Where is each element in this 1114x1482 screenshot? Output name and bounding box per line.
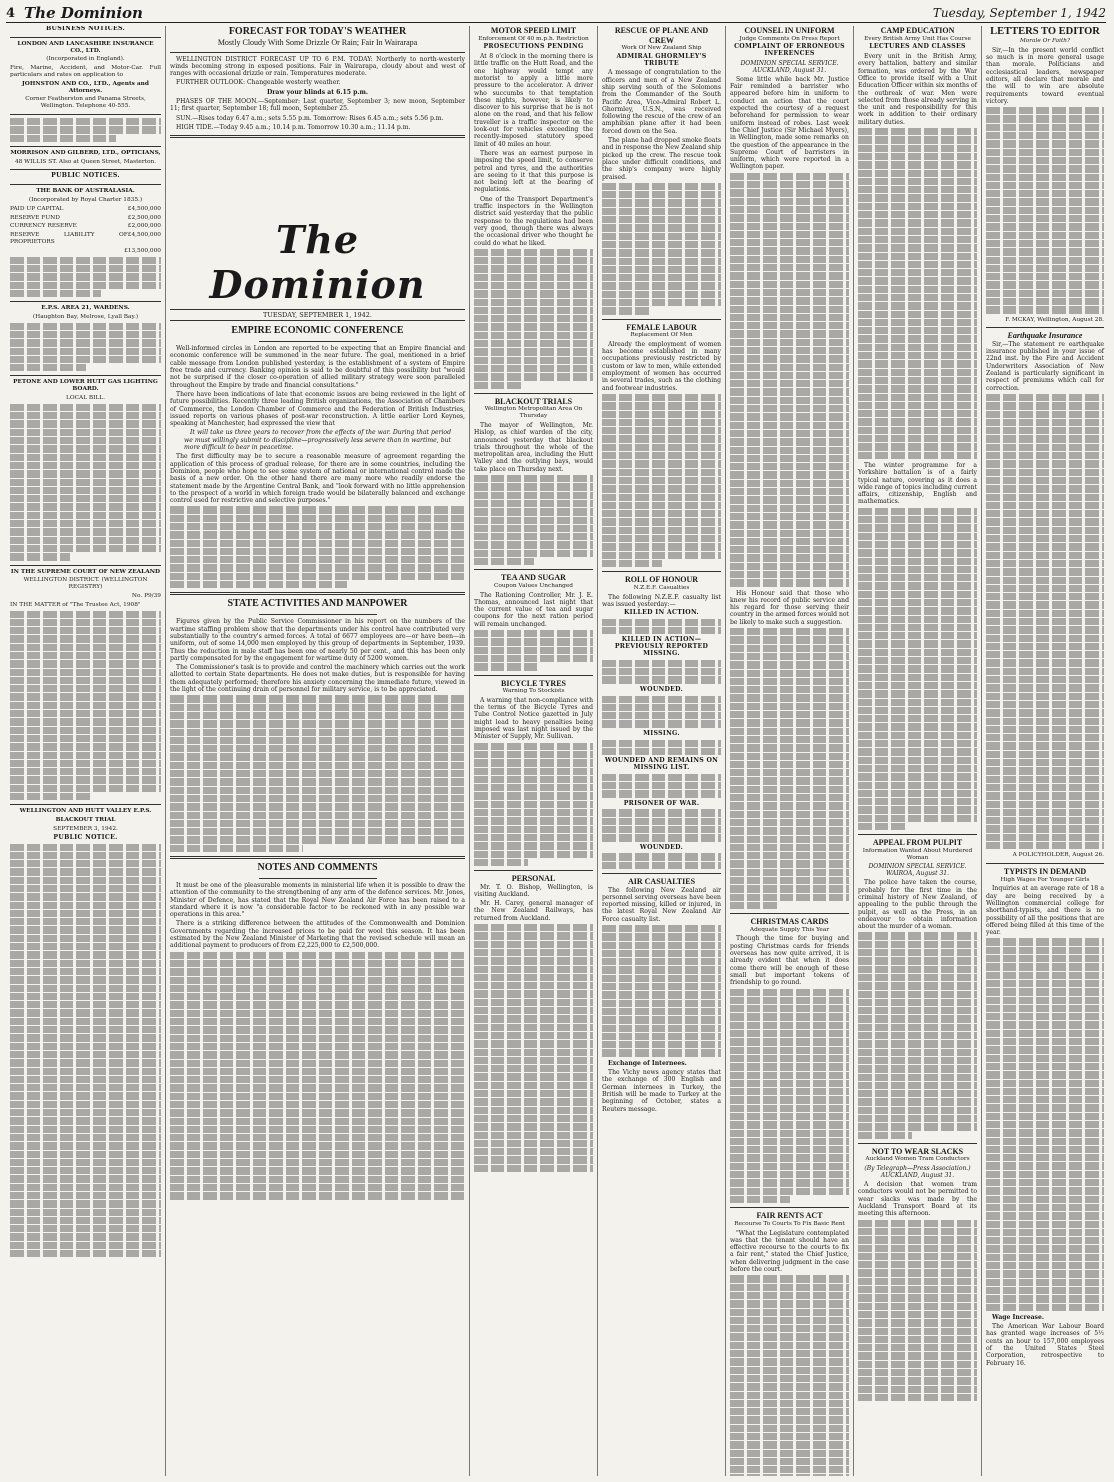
christmas-cards-subhead: Adequate Supply This Year: [749, 926, 830, 933]
blinds-notice: Draw your blinds at 6.15 p.m.: [266, 88, 369, 96]
motor-p2: There was an earnest purpose in imposing the speed limit, to conserve petrol and tyres, and the authorities are seeing to it that this purpose is not being left at the bearing of regulations.: [474, 149, 593, 194]
blackout-p1: The mayor of Wellington, Mr. Hislop, as chief warden of the city, announced yesterday that blackout trials throughout the whole of the metropolitan area, including the Hutt Valley and the outlying bays, would take place on Thursday next.: [474, 421, 593, 473]
editorial-title-3: NOTES AND COMMENTS: [257, 861, 378, 873]
casualty-list: [602, 610, 721, 869]
counsel-headline: COUNSEL IN UNIFORM: [744, 26, 835, 35]
tea-sugar-subhead: Coupon Values Unchanged: [493, 582, 574, 589]
public-notices-title: PUBLIC NOTICES.: [51, 172, 120, 180]
weather-headline: FORECAST FOR TODAY'S WEATHER: [228, 26, 407, 37]
personal-p1: Mr. T. O. Bishop, Wellington, is visiting Auckland.: [474, 883, 593, 898]
editorial-quote: It will take us three years to recover from the effects of the war. During that period we must willingly submit to discipline—progressively less severe than in wartime, but more difficult to bear in peacetime.: [184, 429, 451, 452]
rescue-subhead2: ADMIRAL GHORMLEY'S TRIBUTE: [616, 52, 707, 67]
fair-rents-subhead: Recourse To Courts To Fix Basic Rent: [734, 1220, 845, 1227]
typists-subhead: High Wages For Younger Girls: [1000, 876, 1090, 883]
sun-times: SUN.—Rises today 6.47 a.m.; sets 5.55 p.m. Tomorrow: Rises 6.45 a.m.; sets 5.56 p.m.: [176, 114, 444, 122]
camp-p1: Every unit in the British Army, every battalion, battery and similar formation, was ordered by the War Office to provide itself with a Unit Education Officer within six months of the outbreak of war. Men were selected from those already serving in the unit and responsibility for this work in addition to their ordinary military duties.: [858, 53, 977, 126]
letters-signature-1: F. MCKAY, Wellington, August 28.: [1005, 316, 1104, 323]
bicycle-p1: A warning that non-compliance with the terms of the Bicycle Tyres and Tube Control Notice gazetted in July might lead to heavy penalties being imposed was last night issued by the Minister of Supply, Mr. Sullivan.: [474, 696, 593, 741]
opticians-address: 48 WILLIS ST. Also at Queen Street, Masterton.: [14, 158, 157, 165]
moon-phases: PHASES OF THE MOON.—September: Last quarter, September 3; new moon, September 11; first quarter, September 18; full moon, September 25.: [170, 97, 465, 113]
tea-sugar-p1: The Rationing Controller, Mr. J. E. Thomas, announced last night that the current value of tea and sugar coupons for the next ration period will remain unchanged.: [474, 591, 593, 628]
counsel-p1: Some little while back Mr. Justice Fair reminded a barrister who appeared before him in uniform to conduct an action that the court expected the courtesy of a request beforehand for permission to wear uniform instead of robes. Last week the Chief Justice (Sir Michael Myers), in Wellington, made some remarks on the question of the appearance in the Supreme Court of barristers in uniform, which were reported in a Wellington paper.: [730, 75, 849, 171]
eps-title: E.P.S. AREA 21, WARDENS.: [41, 305, 130, 312]
column-letters: [982, 26, 1108, 1476]
rescue-headline: RESCUE OF PLANE AND CREW: [614, 26, 709, 45]
bank-row-value: £4,500,000: [127, 232, 161, 239]
appeal-p1: The police have taken the course, probably for the first time in the criminal history of New Zealand, of appealing to the public through the pulpit, as well as the Press, in an endeavour to obtain information about the murder of a woman.: [858, 879, 977, 931]
column-counsel: [726, 26, 854, 1476]
appeal-pulpit-headline: APPEAL FROM PULPIT: [872, 838, 963, 848]
casualty-category: PRISONER OF WAR.: [623, 799, 700, 807]
court-sub: WELLINGTON DISTRICT. (WELLINGTON REGISTRY): [23, 577, 148, 591]
weather-subhead: Mostly Cloudy With Some Drizzle Or Rain; Fair In Wairarapa: [217, 38, 418, 47]
female-labour-headline: FEMALE LABOUR: [626, 322, 697, 332]
bank-row-label: PAID UP CAPITAL: [10, 205, 64, 212]
agent1-address: Corner Featherston and Panama Streets, Wellington. Telephone 40-555.: [25, 96, 146, 110]
letters-signature-2: A POLICYHOLDER, August 26.: [1012, 852, 1104, 859]
personal-p2: Mr. H. Carey, general manager of the New Zealand Railways, has returned from Auckland.: [474, 900, 593, 922]
camp-education-subhead2: LECTURES AND CLASSES: [869, 43, 966, 51]
bank-row: [10, 215, 161, 222]
bank-row: [10, 232, 161, 246]
bank-row-value: £2,000,000: [127, 223, 161, 230]
bank-row-value: £4,500,000: [127, 205, 161, 212]
motor-speed-subhead2: PROSECUTIONS PENDING: [483, 43, 584, 51]
page-number: 4: [6, 6, 16, 21]
editorial-p1: Well-informed circles in London are reported to be expecting that an Empire financial and economic conference will be summoned in the near future. The goal, mentioned in a brief cable message from London published yesterday, is the establishment of a system of Empire free trade and currency. Banking opinion is said to be doubtful of this possibility but "would not be surprised if the closer co-operation of allied military strategy were soon paralleled throughout the Empire by trade and financial consultations.": [170, 345, 465, 389]
air-casualties-p1: The following New Zealand air personnel serving overseas have been reported missing, killed or injured, in the latest Royal New Zealand Air Force casualty list.: [602, 886, 721, 923]
blackout-trial-date: SEPTEMBER 3, 1942.: [53, 825, 118, 832]
editorial-column: [166, 26, 470, 1476]
blackout-headline: BLACKOUT TRIALS: [494, 396, 573, 406]
agent1: JOHNSTON AND CO., LTD., Agents and Attorneys.: [22, 80, 149, 94]
bank-row-value: £2,500,000: [127, 214, 161, 221]
letters-p1: Sir,—In the present world conflict so much is in more general usage than morale. Politicians and ecclesiastical leaders, newspaper editors, all declare that morale and the will to win are absolute requirements toward eventual victory.: [986, 46, 1104, 105]
typists-p1: Inquiries at an average rate of 18 a day are being received by a Wellington commercial college for shorthand-typists, and there is no possibility of all the positions that are offered being filled at this time of the year.: [986, 885, 1104, 937]
opticians: MORRISON AND GILBERD, LTD., OPTICIANS,: [10, 149, 161, 156]
column-rescue: [598, 26, 726, 1476]
air-casualties-headline: AIR CASUALTIES: [627, 877, 696, 886]
editorial-p5: The Commissioner's task is to provide and control the machinery which carries out the work allotted to certain State departments. He does not make duties, but is responsible for having them adequately performed; therefore his anxiety concerning the immediate future, viewed in the light of the continuing drain of personnel for military service, is to be appreciated.: [170, 664, 465, 694]
motor-speed-headline: MOTOR SPEED LIMIT: [490, 26, 577, 35]
business-notices-title: BUSINESS NOTICES.: [45, 26, 125, 32]
eps-trust-title: WELLINGTON AND HUTT VALLEY E.P.S.: [19, 808, 152, 815]
slacks-dateline: (By Telegraph—Press Association.) AUCKLAND, August 31.: [864, 1165, 971, 1180]
page-date: Tuesday, September 1, 1942: [932, 6, 1106, 20]
company1-sub: (Incorporated in England).: [46, 56, 125, 63]
bicycle-tyres-subhead: Warning To Stockists: [502, 688, 565, 695]
paper-title: The Dominion: [24, 4, 143, 22]
notices-column: [6, 26, 166, 1476]
letters-subhead: Morale Or Faith?: [1019, 38, 1071, 44]
bank-row: [10, 223, 161, 230]
bank-title: THE BANK OF AUSTRALASIA.: [36, 188, 135, 195]
internees-p1: The Vichy news agency states that the exchange of 300 English and German internees in Turkey, the British will be made to Turkey at the beginning of October, states a Reuters message.: [602, 1069, 721, 1113]
public-notice-label: PUBLIC NOTICE.: [53, 833, 118, 841]
typists-headline: TYPISTS IN DEMAND: [1003, 867, 1087, 877]
edition-date: TUESDAY, SEPTEMBER 1, 1942.: [170, 309, 465, 321]
appeal-dateline: DOMINION SPECIAL SERVICE. WAIROA, August 31.: [868, 863, 967, 878]
rescue-p1: A message of congratulation to the officers and men of a New Zealand ship serving south of the Solomons from the Commander of the South Pacific Area, Vice-Admiral Robert L. Ghormley, U.S.N., was received following the rescue of the crew of an amphibian plane after it had been forced down on the Sea.: [602, 69, 721, 135]
casualty-category: KILLED IN ACTION—PREVIOUSLY REPORTED MISSING.: [614, 636, 709, 658]
rescue-subhead: Work Of New Zealand Ship: [621, 45, 702, 51]
bank-row: [10, 248, 161, 255]
casualty-category: WOUNDED.: [639, 843, 684, 851]
bank-row-label: RESERVE FUND: [10, 214, 60, 221]
counsel-dateline: DOMINION SPECIAL SERVICE. AUCKLAND, August 31.: [740, 59, 839, 74]
casualty-category: KILLED IN ACTION.: [623, 609, 700, 617]
letters-headline: LETTERS TO EDITOR: [990, 26, 1100, 37]
tea-sugar-headline: TEA AND SUGAR: [501, 573, 566, 583]
counsel-subhead2: COMPLAINT OF ERRONEOUS INFERENCES: [734, 43, 845, 58]
eps-sub: (Haughton Bay, Melrose, Lyall Bay.): [32, 313, 139, 320]
roll-intro: The following N.Z.E.F. casualty list was issued yesterday:—: [602, 593, 721, 608]
camp-education-headline: CAMP EDUCATION: [880, 26, 955, 35]
nameplate: The Dominion: [209, 217, 426, 308]
appeal-pulpit-subhead: Information Wanted About Murdered Woman: [862, 847, 973, 861]
bank-row-value: £13,500,000: [124, 247, 161, 254]
editorial-title-1: EMPIRE ECONOMIC CONFERENCE: [231, 325, 404, 337]
editorial-p3: The first difficulty may be to secure a reasonable measure of agreement regarding the application of this process of gradual release, for there are in some countries, including the Dominion, people who hope to see some system of national or international control made the basis of a new order. On the other hand there are many more who readily endorse the statement made by the Argentine Central Bank, and "look forward with no little apprehension to the prospect of a world in which foreign trade would be bilaterally balanced and exchange control used for restrictive and selective purposes.": [170, 453, 465, 505]
high-tide: HIGH TIDE.—Today 9.45 a.m.; 10.14 p.m. Tomorrow 10.30 a.m.; 11.14 p.m.: [176, 123, 411, 131]
masthead: [6, 6, 1106, 23]
bank-row: [10, 206, 161, 213]
personal-headline: PERSONAL: [511, 874, 556, 884]
editorial-p7: There is a striking difference between the attitudes of the Commonwealth and Dominion Governments regarding the increased prices to be paid for wool this season. It has been estimated by the New Zealand Minister of Marketing that the revised schedule will mean an additional payment to producers of from £2,225,000 to £2,500,000.: [170, 920, 465, 950]
bank-sub: (Incorporated by Royal Charter 1835.): [28, 197, 143, 204]
casualty-category: WOUNDED AND REMAINS ON MISSING LIST.: [604, 757, 719, 771]
bank-row-label: RESERVE LIABILITY OF PROPRIETORS: [10, 232, 128, 246]
counsel-p2: His Honour said that those who knew his record of public service and his regard for those serving their country in the armed forces would not be likely to make such a suggestion.: [730, 589, 849, 626]
motor-p1: At 8 o'clock in the morning there is little traffic on the Hutt Road, and the one highway would tempt any motorist to apply a little more pressure to the accelerator. A driver who succumbs to that temptation these nights, however, is likely to discover to his surprise that he is not alone on the road, and that his fellow traveller is a traffic inspector on the look-out for vehicles exceeding the recently-imposed statutory speed limit of 40 miles an hour.: [474, 53, 593, 148]
christmas-cards-headline: CHRISTMAS CARDS: [750, 917, 829, 927]
company1-name: LONDON AND LANCASHIRE INSURANCE CO., LTD.: [17, 40, 154, 54]
earthquake-headline: Earthquake Insurance: [1007, 331, 1083, 341]
weather-forecast: WELLINGTON DISTRICT FORECAST UP TO 6 P.M. TODAY: Northerly to north-westerly winds becoming strong in exposed positions. Fair in Wairarapa, cloudy about and west of ranges with occasional drizzle or rain. Temperatures moderate.: [170, 55, 465, 78]
earthquake-p1: Sir,—The statement re earthquake insurance published in your issue of 22nd inst. by the Fire and Accident Underwriters Association of New Zealand is particularly significant in respect of premiums which call for correction.: [986, 340, 1104, 392]
motor-speed-subhead: Enforcement Of 40 m.p.h. Restriction: [478, 35, 589, 42]
camp-p2: The winter programme for a Yorkshire battalion is of a fairly typical nature, covering as it does a wide range of topics including current affairs, citizenship, English and mathematics.: [858, 461, 977, 506]
internees-heading: Exchange of Internees.: [608, 1059, 687, 1067]
roll-of-honour-headline: ROLL OF HONOUR: [624, 575, 699, 585]
editorial-p4: Figures given by the Public Service Commissioner in his report on the numbers of the wartime staffing problem show that the departments under his control have contributed very substantially to the country's armed forces. A total of 6677 employees are—or have been—in uniform, out of some 14,000 men employed by this group of departments in September, 1939. Thus the reduction in male staff has been one of nearly 50 per cent., and this has been only partly compensated for by the engagement for wartime duty of 5200 women.: [170, 618, 465, 662]
camp-education-subhead: Every British Army Unit Has Course: [864, 35, 971, 42]
court-number: No. P9/39: [131, 592, 161, 599]
casualty-category: MISSING.: [643, 729, 680, 737]
slacks-subhead: Auckland Women Tram Conductors: [865, 1156, 970, 1163]
wage-increase-p1: The American War Labour Board has granted wage increases of 5½ cents an hour to 157,000 employees of the United States Steel Corporation, retrospective to February 16.: [986, 1323, 1104, 1367]
female-labour-subhead: Replacement Of Men: [630, 332, 693, 339]
fair-rents-p1: "What the Legislature contemplated was that the tenant should have an effective recourse to the courts to fix a fair rent," stated the Chief Justice, when delivering judgment in the case before the court.: [730, 1229, 849, 1274]
court-title: IN THE SUPREME COURT OF NEW ZEALAND: [10, 568, 161, 575]
editorial-p6: It must be one of the pleasurable moments in ministerial life when it is possible to draw the attention of the community to the strengthening of any arm of the defence services. Mr. Jones, Minister of Defence, has stated that the Royal New Zealand Air Force has been raised to a standard where it is now "a considerable factor to be reckoned with in any possible war operations in this area.": [170, 881, 465, 919]
motor-p3: One of the Transport Department's traffic inspectors in the Wellington district said yesterday that the public response to the regulations had been very good, though there was always the occasional driver who thought he could do what he liked.: [474, 195, 593, 247]
slacks-headline: NOT TO WEAR SLACKS: [871, 1146, 964, 1156]
weather-outlook: FURTHER OUTLOOK: Changeable westerly weather.: [176, 79, 341, 87]
gas-board-sub: LOCAL BILL.: [65, 395, 105, 402]
christmas-cards-p1: Though the time for buying and posting Christmas cards for friends overseas has now quite arrived, it is already evident that when it does come there will be enough of these small but important tokens of friendship to go round.: [730, 935, 849, 987]
female-labour-p1: Already the employment of women has become established in many occupations previously restricted by custom or law to men, while extended employment of women has occurred in several trades, such as the clothing and footwear industries.: [602, 340, 721, 392]
editorial-title-2: STATE ACTIVITIES AND MANPOWER: [227, 598, 408, 610]
bank-capital-table: [10, 206, 161, 255]
roll-of-honour-subhead: N.Z.E.F. Casualties: [633, 584, 690, 591]
company1-text: Fire, Marine, Accident, and Motor-Car. Full particulars and rates on application to: [10, 65, 161, 78]
bicycle-tyres-headline: BICYCLE TYRES: [501, 678, 566, 688]
column-camp: [854, 26, 982, 1476]
gas-board-title: PETONE AND LOWER HUTT GAS LIGHTING BOARD.: [13, 379, 158, 393]
fair-rents-headline: FAIR RENTS ACT: [756, 1211, 823, 1221]
rescue-p2: The plane had dropped smoke floats and in response the New Zealand ship picked up the crew. The rescue took place under difficult conditions, and the ship's company were highly praised.: [602, 137, 721, 181]
editorial-p2: There have been indications of late that economic issues are being reviewed in the light of future possibilities. Recently three leading British organizations, the Association of Chambers of Commerce, the London Chamber of Commerce and the Federation of British Industries, issued reports on various phases of post-war reconstruction. A little earlier Lord Keynes, speaking at Manchester, had expressed the view that: [170, 390, 465, 428]
wage-increase-heading: Wage Increase.: [992, 1313, 1044, 1321]
column-motor: [470, 26, 598, 1476]
blackout-trial-title: BLACKOUT TRIAL: [55, 817, 116, 824]
blackout-subhead: Wellington Metropolitan Area On Thursday: [484, 406, 583, 420]
casualty-category: WOUNDED.: [639, 685, 684, 693]
counsel-subhead: Judge Comments On Press Report: [739, 35, 840, 42]
slacks-p1: A decision that women tram conductors would not be permitted to wear slacks was made by the Auckland Transport Board at its meeting this afternoon.: [858, 1181, 977, 1218]
bank-row-label: CURRENCY RESERVE: [10, 223, 77, 230]
court-matter: IN THE MATTER of "The Trustee Act, 1908": [10, 601, 141, 608]
